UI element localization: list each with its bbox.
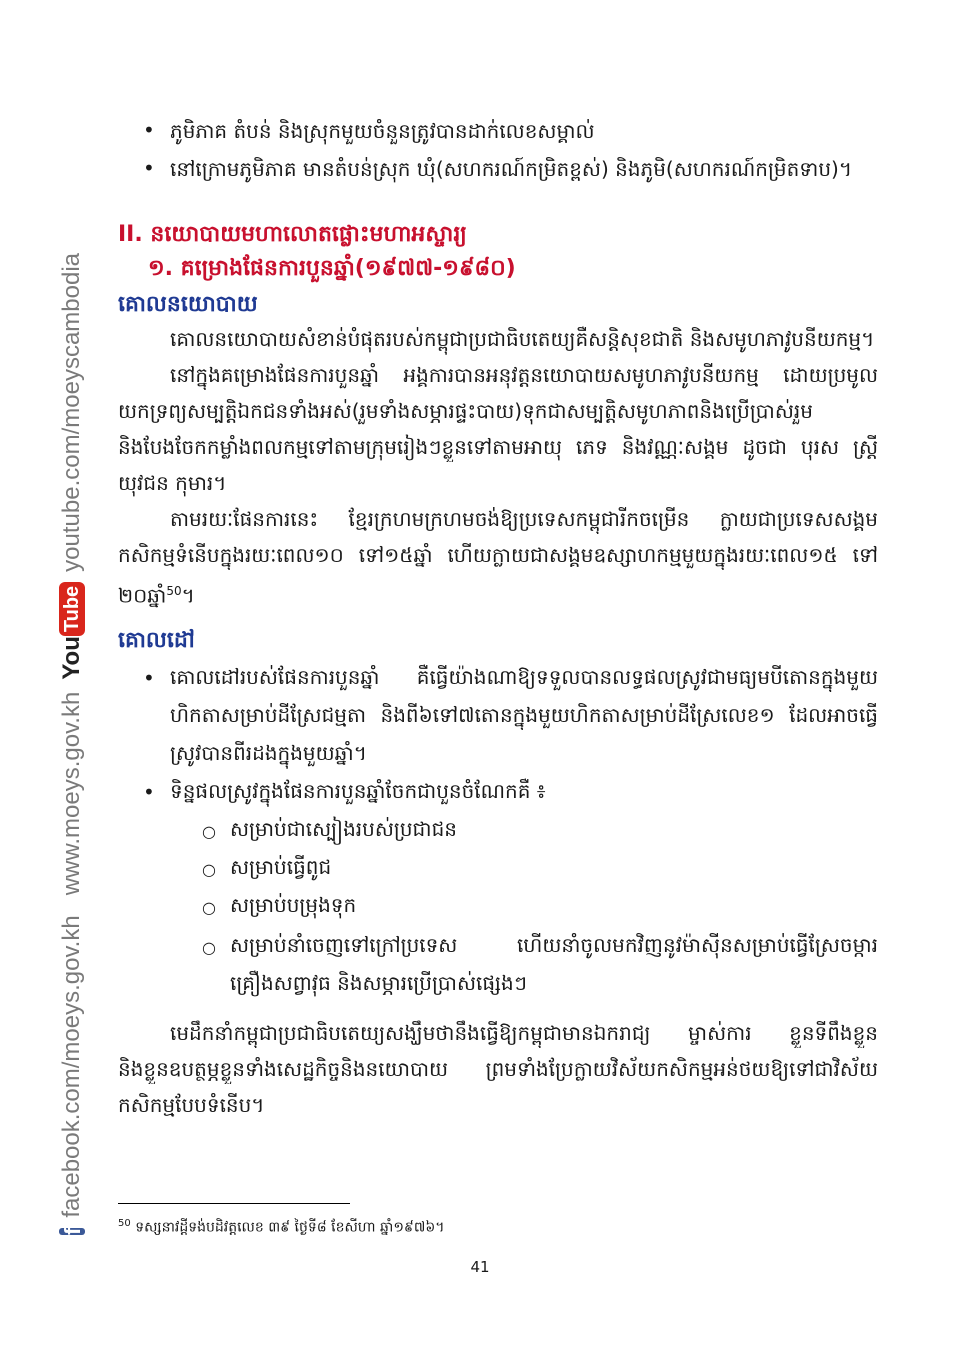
- goal-heading: គោលដៅ: [118, 628, 195, 653]
- sub-item-cont: គ្រឿងសព្វាវុធ និងសម្ភារប្រើប្រាស់ផ្សេងៗ: [230, 971, 527, 995]
- youtube-you-label: You: [58, 636, 85, 680]
- website-link[interactable]: www.moeys.gov.kh: [58, 691, 85, 896]
- bullet-icon: •: [143, 156, 155, 180]
- facebook-icon: f: [60, 1227, 85, 1235]
- facebook-link[interactable]: facebook.com/moeys.gov.kh: [58, 915, 85, 1218]
- youtube-link[interactable]: youtube.com/moeyscambodia: [58, 252, 85, 572]
- paragraph-line: កសិកម្មបែបទំនើប។: [118, 1093, 265, 1117]
- bullet-icon: •: [143, 118, 155, 142]
- paragraph-line: [118, 576, 195, 611]
- paragraph-line: នៅក្នុងគម្រោងផែនការបួនឆ្នាំ អង្គការបានអនុវត្តនយោបាយសមូហភាវូបនីយកម្ម ដោយប្រមូល: [170, 363, 878, 387]
- sub-item: សម្រាប់ជាស្បៀងរបស់ប្រជាជន: [230, 817, 457, 841]
- paragraph-text: ២០ឆ្នាំ: [118, 583, 167, 608]
- circle-bullet-icon: ○: [202, 822, 216, 841]
- policy-heading: គោលនយោបាយ: [118, 292, 258, 317]
- subsection-heading: ១. គម្រោងផែនការបួនឆ្នាំ(១៩៧៧-១៩៨០): [148, 256, 516, 281]
- paragraph-line: យកទ្រព្យសម្បត្តិឯកជនទាំងអស់(រួមទាំងសម្ភារផ្ទះបាយ)ទុកជាសម្បត្តិសមូហភាពនិងប្រើប្រាស់រួម: [118, 399, 813, 423]
- section-heading: II. នយោបាយមហាលោតផ្លោះមហាអស្ចារ្យ: [118, 222, 467, 247]
- sub-item: សម្រាប់នាំចេញទៅក្រៅប្រទេស ហើយនាំចូលមកវិញនូវម៉ាស៊ីនសម្រាប់ធ្វើស្រែចម្ការ: [230, 933, 878, 957]
- paragraph-line: និងបែងចែកកម្លាំងពលកម្មទៅតាមក្រុមរៀងៗខ្លួនទៅតាមអាយុ ភេទ និងវណ្ណៈសង្គម ដូចជា បុរស ស្ត្រី: [118, 435, 878, 459]
- footnote: [118, 1214, 444, 1238]
- paragraph-end: ។: [181, 583, 195, 608]
- circle-bullet-icon: ○: [202, 898, 216, 917]
- page-number: 41: [470, 1258, 490, 1276]
- bullet-icon: •: [143, 780, 155, 804]
- bullet-item: ទិន្នផលស្រូវក្នុងផែនការបួនឆ្នាំចែកជាបួនចំណែកគឺ ៖: [170, 779, 546, 803]
- circle-bullet-icon: ○: [202, 938, 216, 957]
- sub-item: សម្រាប់ធ្វើពូជ: [230, 855, 332, 879]
- sub-item: សម្រាប់បម្រុងទុក: [230, 893, 357, 917]
- youtube-icon: Tube: [59, 582, 85, 636]
- paragraph-line: តាមរយៈផែនការនេះ ខ្មែរក្រហមក្រហមចង់ឱ្យប្រទេសកម្ពុជារីកចម្រើន ក្លាយជាប្រទេសសង្គម: [170, 507, 878, 531]
- footnote-ref[interactable]: 50: [166, 584, 182, 598]
- footnote-text: ទស្សនាវដ្ដីទង់បដិវត្តលេខ ៣៩ ថ្ងៃទី៨ ខែសីហា ឆ្នាំ១៩៧៦។: [135, 1219, 445, 1236]
- bullet-item-cont: ស្រូវបានពីរដងក្នុងមួយឆ្នាំ។: [170, 741, 367, 765]
- bullet-item: គោលដៅរបស់ផែនការបួនឆ្នាំ គឺធ្វើយ៉ាងណាឱ្យទទួលបានលទ្ធផលស្រូវជាមធ្យមបីតោនក្នុងមួយ: [170, 665, 878, 689]
- paragraph-line: មេដឹកនាំកម្ពុជាប្រជាធិបតេយ្យសង្ឃឹមថានឹងធ្វើឱ្យកម្ពុជាមានឯករាជ្យ ម្ចាស់ការ ខ្លួនទីពឹងខ្លួន: [170, 1021, 878, 1045]
- side-banner: [50, 252, 94, 1235]
- footnote-divider: [118, 1203, 350, 1204]
- bullet-icon: •: [143, 666, 155, 690]
- paragraph-line: គោលនយោបាយសំខាន់បំផុតរបស់កម្ពុជាប្រជាធិបតេយ្យគឺសន្តិសុខជាតិ និងសមូហភាវូបនីយកម្ម។: [170, 327, 875, 351]
- paragraph-line: យុវជន កុមារ។: [118, 471, 227, 495]
- bullet-item: ភូមិភាគ តំបន់ និងស្រុកមួយចំនួនត្រូវបានដាក់លេខសម្គាល់: [170, 119, 595, 143]
- paragraph-line: កសិកម្មទំនើបក្នុងរយៈពេល១០ ទៅ១៥ឆ្នាំ ហើយក្លាយជាសង្គមឧស្សាហកម្មមួយក្នុងរយៈពេល១៥ ទៅ: [118, 543, 878, 567]
- paragraph-line: និងខ្លួនឧបត្ថម្ភខ្លួនទាំងសេដ្ឋកិច្ចនិងនយោបាយ ព្រមទាំងប្រែក្លាយវិស័យកសិកម្មអន់ថយឱ្យទៅជាវិស័យ: [118, 1057, 878, 1081]
- circle-bullet-icon: ○: [202, 860, 216, 879]
- footnote-number: 50: [118, 1218, 131, 1229]
- bullet-item-cont: ហិកតាសម្រាប់ដីស្រែជម្មតា និងពី៦ទៅ៧តោនក្នុងមួយហិកតាសម្រាប់ដីស្រែលេខ១ ដែលអាចធ្វើ: [170, 703, 878, 727]
- bullet-item: នៅក្រោមភូមិភាគ មានតំបន់ស្រុក ឃុំ(សហករណ៍កម្រិតខ្ពស់) និងភូមិ(សហករណ៍កម្រិតទាប)។: [170, 157, 853, 181]
